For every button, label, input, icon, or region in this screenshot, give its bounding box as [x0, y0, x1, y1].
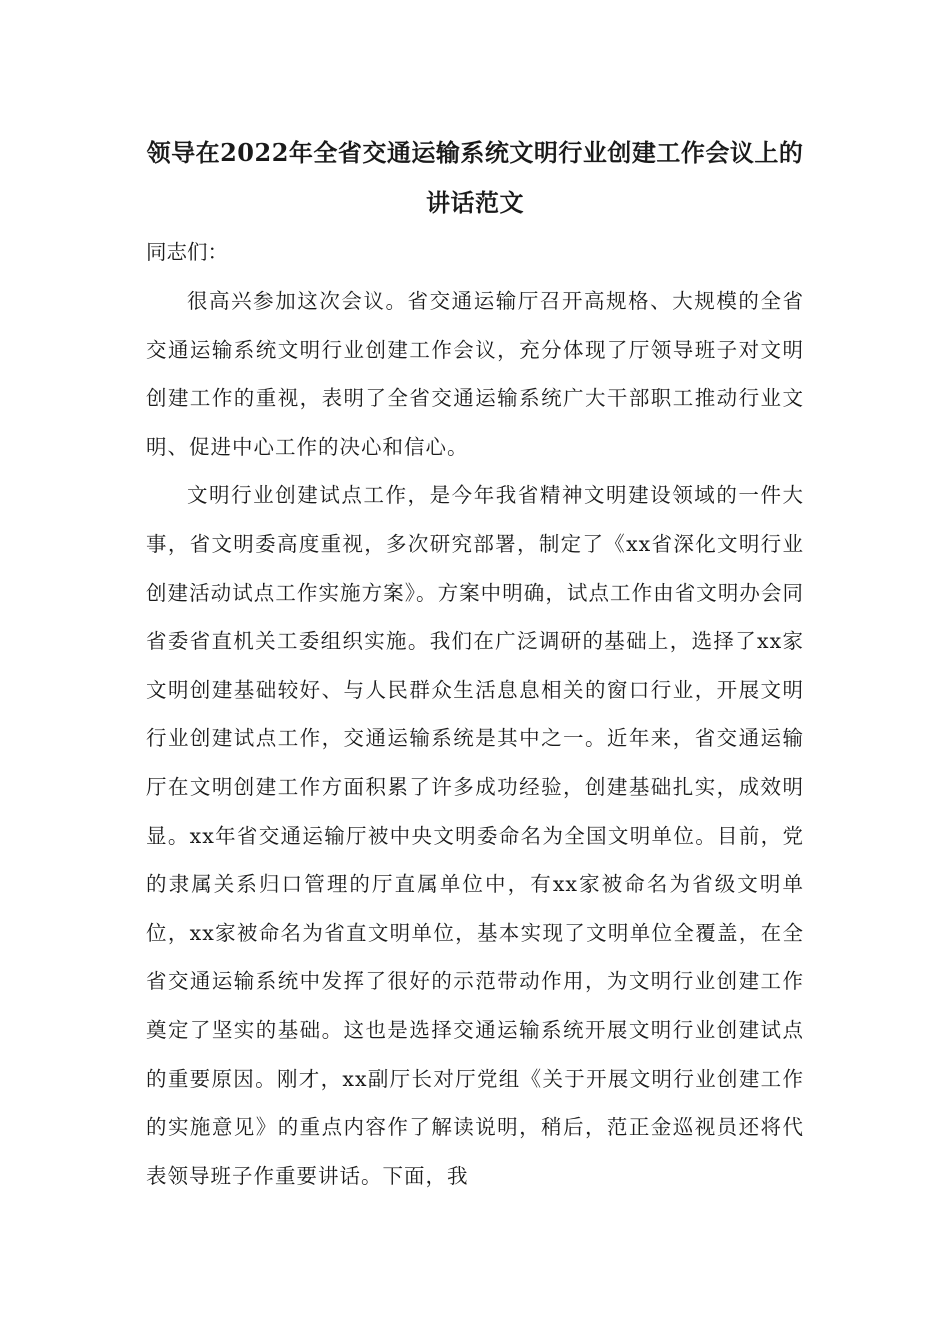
document-page — [146, 128, 804, 1200]
salutation: 同志们： — [146, 240, 228, 264]
document-title: 领导在2022年全省交通运输系统文明行业创建工作会议上的讲话范文 — [146, 138, 804, 217]
paragraph-opening: 很高兴参加这次会议。省交通运输厅召开高规格、大规模的全省交通运输系统文明行业创建工作会议，充分体现了厅领导班子对文明创建工作的重视，表明了全省交通运输系统广大干部职工推动行业文明、促进中心工作的决心和信心。 — [146, 289, 804, 459]
paragraph-pilot-work: 文明行业创建试点工作，是今年我省精神文明建设领域的一件大事，省文明委高度重视，多次研究部署，制定了《xx省深化文明行业创建活动试点工作实施方案》。方案中明确，试点工作由省文明办会同省委省直机关工委组织实施。我们在广泛调研的基础上，选择了xx家文明创建基础较好、与人民群众生活息息相关的窗口行业，开展文明行业创建试点工作，交通运输系统是其中之一。近年来，省交通运输厅在文明创建工作方面积累了许多成功经验，创建基础扎实，成效明显。xx年省交通运输厅被中央文明委命名为全国文明单位。目前，党的隶属关系归口管理的厅直属单位中，有xx家被命名为省级文明单位，xx家被命名为省直文明单位，基本实现了文明单位全覆盖，在全省交通运输系统中发挥了很好的示范带动作用，为文明行业创建工作奠定了坚实的基础。这也是选择交通运输系统开展文明行业创建试点的重要原因。刚才，xx副厅长对厅党组《关于开展文明行业创建工作的实施意见》的重点内容作了解读说明，稍后，范正金巡视员还将代表领导班子作重要讲话。下面，我 — [146, 483, 804, 1188]
